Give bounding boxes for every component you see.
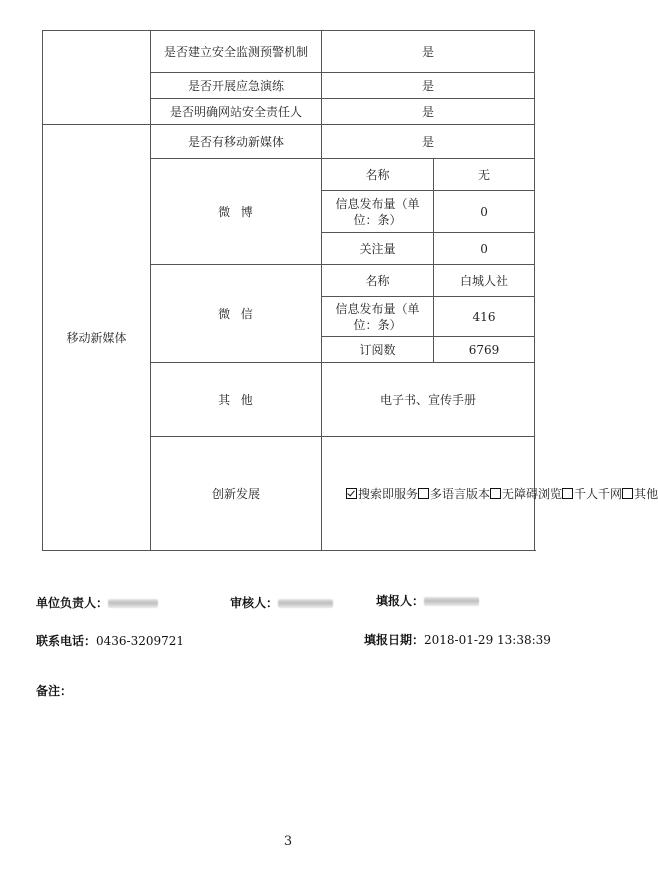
filler-label: 填报人：	[376, 594, 425, 608]
date-value: 2018-01-29 13:38:39	[424, 633, 551, 647]
filler	[376, 592, 479, 609]
safety-monitoring-label: 是否建立安全监测预警机制	[151, 31, 322, 73]
wechat-name-label: 名称	[322, 265, 434, 297]
date-label: 填报日期：	[364, 633, 425, 647]
phone-value: 0436-3209721	[96, 634, 185, 648]
wechat-publish-label: 信息发布量（单位：条）	[322, 297, 434, 337]
remarks	[36, 682, 72, 699]
wechat-publish-value: 416	[434, 297, 535, 337]
website-report-table	[42, 30, 658, 551]
wechat-subscribers-label: 订阅数	[322, 337, 434, 363]
innovation-options	[322, 437, 658, 551]
weibo-followers-value: 0	[434, 233, 535, 265]
reviewer	[230, 594, 333, 611]
innovation-label: 创新发展	[151, 437, 322, 551]
page-number: 3	[283, 834, 293, 849]
unit-head	[36, 594, 158, 611]
option-multilingual[interactable]: 多语言版本	[418, 487, 490, 501]
checkbox-icon[interactable]	[622, 488, 633, 499]
option-accessibility[interactable]: 无障碍浏览	[490, 487, 562, 501]
weibo-publish-label: 信息发布量（单位：条）	[322, 191, 434, 233]
wechat-subscribers-value: 6769	[434, 337, 535, 363]
weibo-followers-label: 关注量	[322, 233, 434, 265]
safety-monitoring-value: 是	[322, 31, 535, 73]
security-responsible-value: 是	[322, 99, 535, 125]
phone-label: 联系电话：	[36, 634, 97, 648]
wechat-name-value: 白城人社	[434, 265, 535, 297]
has-mobile-media-value: 是	[322, 125, 535, 159]
reviewer-label: 审核人：	[230, 596, 279, 610]
weibo-label: 微 博	[151, 159, 322, 265]
security-responsible-label: 是否明确网站安全责任人	[151, 99, 322, 125]
checked-checkbox-icon[interactable]	[346, 488, 357, 499]
emergency-drill-label: 是否开展应急演练	[151, 73, 322, 99]
has-mobile-media-label: 是否有移动新媒体	[151, 125, 322, 159]
fill-date	[364, 631, 551, 648]
other-label: 其 他	[151, 363, 322, 437]
checkbox-icon[interactable]	[562, 488, 573, 499]
remarks-label: 备注：	[36, 684, 73, 698]
option-other[interactable]: 其他	[622, 487, 658, 501]
redacted-name	[108, 599, 158, 608]
option-search-as-service[interactable]: 搜索即服务	[346, 487, 418, 501]
section-cell-security	[43, 31, 151, 125]
checkbox-icon[interactable]	[490, 488, 501, 499]
redacted-name	[424, 597, 479, 606]
option-personalized[interactable]: 千人千网	[562, 487, 622, 501]
weibo-publish-value: 0	[434, 191, 535, 233]
phone	[36, 632, 184, 649]
mobile-media-section-label: 移动新媒体	[43, 125, 151, 551]
unit-head-label: 单位负责人：	[36, 596, 109, 610]
redacted-name	[278, 599, 333, 608]
emergency-drill-value: 是	[322, 73, 535, 99]
wechat-label: 微 信	[151, 265, 322, 363]
weibo-name-value: 无	[434, 159, 535, 191]
other-value: 电子书、宣传手册	[322, 363, 535, 437]
weibo-name-label: 名称	[322, 159, 434, 191]
checkbox-icon[interactable]	[418, 488, 429, 499]
